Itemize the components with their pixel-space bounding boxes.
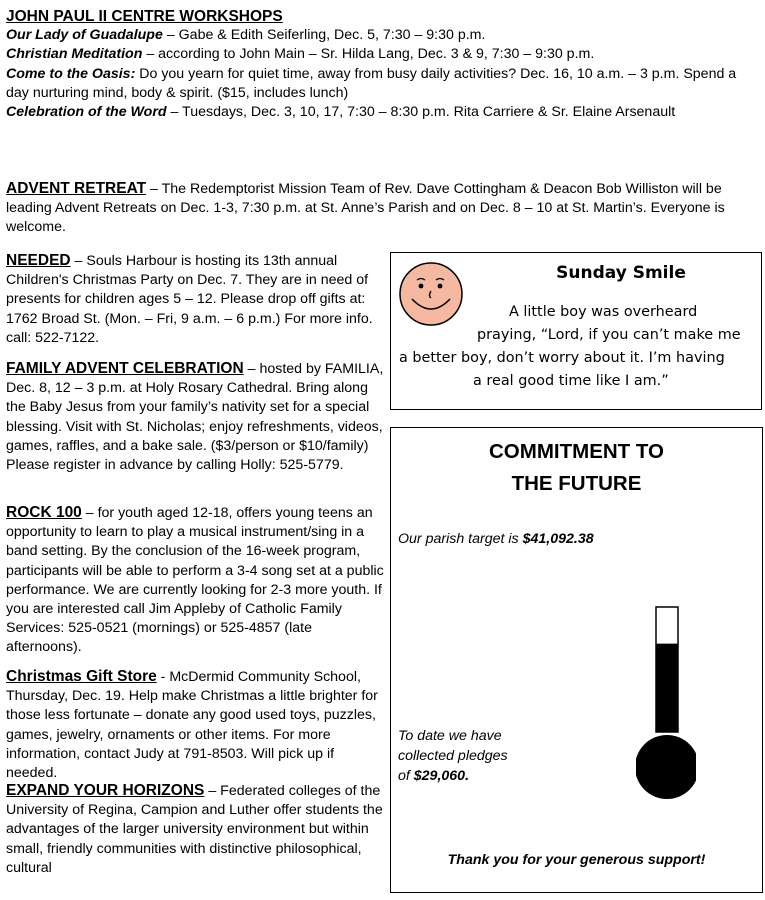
workshop-item: Christian Meditation – according to John Main – Sr. Hilda Lang, Dec. 3 & 9, 7:30 – 9:30 p.m. <box>6 46 595 63</box>
thank-you-note: Thank you for your generous support! <box>447 852 706 868</box>
workshops-heading: JOHN PAUL II CENTRE WORKSHOPS <box>6 8 283 25</box>
advent-retreat-section <box>6 179 756 238</box>
needed-section <box>6 251 388 348</box>
gift-store-section <box>6 667 388 783</box>
advent-retreat-heading: ADVENT RETREAT <box>6 180 147 197</box>
gift-store-text: - McDermid Community School, Thursday, Dec. 19. Help make Christmas a little brighter for those less fortunate – donate any good used toys, puzzles, games, jewelry, ornaments or other items. For more information, contact Judy at 791-8503. Will pick up if needed. <box>6 669 378 782</box>
needed-text: – Souls Harbour is hosting its 13th annual Children's Christmas Party on Dec. 7. They are in need of presents for children ages 5 – 12. Please drop off gifts at: 1762 Broad St. (Mon. – Fri, 9 a.m. – 6 p.m.) For more info. call: 522-7122. <box>6 253 373 346</box>
rock100-text: – for youth aged 12-18, offers young teens an opportunity to learn to play a musical instrument/sing in a band setting. By the conclusion of the 16-week program, participants will be able to perform a 3-4 song set at a public performance. We are currently looking for 2-3 more youth. If you are interested call Jim Appleby of Catholic Family Services: 525-0521 (mornings) or 525-4857 (late afternoons). <box>6 505 384 656</box>
family-advent-text: – hosted by FAMILIA, Dec. 8, 12 – 3 p.m. at Holy Rosary Cathedral. Bring along the Baby Jesus from your family’s nativity set for a special blessing. Visit with St. Nicholas; enjoy refreshments, videos, games, raffles, and a bake sale. ($3/person or $10/family) Please register in advance by calling Holly: 525-5779. <box>6 361 384 474</box>
sunday-smile-box <box>390 252 762 410</box>
family-advent-section <box>6 359 388 475</box>
horizons-text: – Federated colleges of the University of Regina, Campion and Luther offer students the advantages of the larger university environment but within small, friendly communities with distinctive philosophical, cultural <box>6 783 383 876</box>
family-advent-heading: FAMILY ADVENT CELEBRATION <box>6 360 244 377</box>
horizons-heading: EXPAND YOUR HORIZONS <box>6 782 205 799</box>
parish-target: Our parish target is $41,092.38 <box>398 531 594 547</box>
workshop-item: Our Lady of Guadalupe – Gabe & Edith Seiferling, Dec. 5, 7:30 – 9:30 p.m. <box>6 27 486 44</box>
commitment-title: COMMITMENT TO THE FUTURE <box>489 440 664 495</box>
advent-retreat-text: – The Redemptorist Mission Team of Rev. Dave Cottingham & Deacon Bob Williston will be leading Advent Retreats on Dec. 1-3, 7:30 p.m. at St. Anne’s Parish and on Dec. 8 – 10 at St. Martin’s. Everyone is welcome. <box>6 181 725 236</box>
rock100-section <box>6 503 388 658</box>
workshop-item: Come to the Oasis: Do you yearn for quiet time, away from busy daily activities? Dec. 16, 10 a.m. – 3 p.m. Spend a day nurturing mind, body & spirit. ($15, includes lunch) <box>6 65 737 101</box>
rock100-heading: ROCK 100 <box>6 504 82 521</box>
collected-pledges: To date we have collected pledges of $29,060. <box>398 728 508 784</box>
sunday-smile-joke: A little boy was overheard praying, “Lord, if you can’t make me a better boy, don’t worry about it. I’m having a real good time like I am.” <box>399 304 741 389</box>
gift-store-heading: Christmas Gift Store <box>6 668 157 685</box>
workshop-item: Celebration of the Word – Tuesdays, Dec. 3, 10, 17, 7:30 – 8:30 p.m. Rita Carriere & Sr. Elaine Arsenault <box>6 104 676 121</box>
commitment-box <box>390 427 763 893</box>
workshops-section <box>6 7 756 122</box>
horizons-section <box>6 781 388 878</box>
needed-heading: NEEDED <box>6 252 71 269</box>
thermometer-icon <box>636 605 696 805</box>
sunday-smile-title: Sunday Smile <box>556 263 686 283</box>
